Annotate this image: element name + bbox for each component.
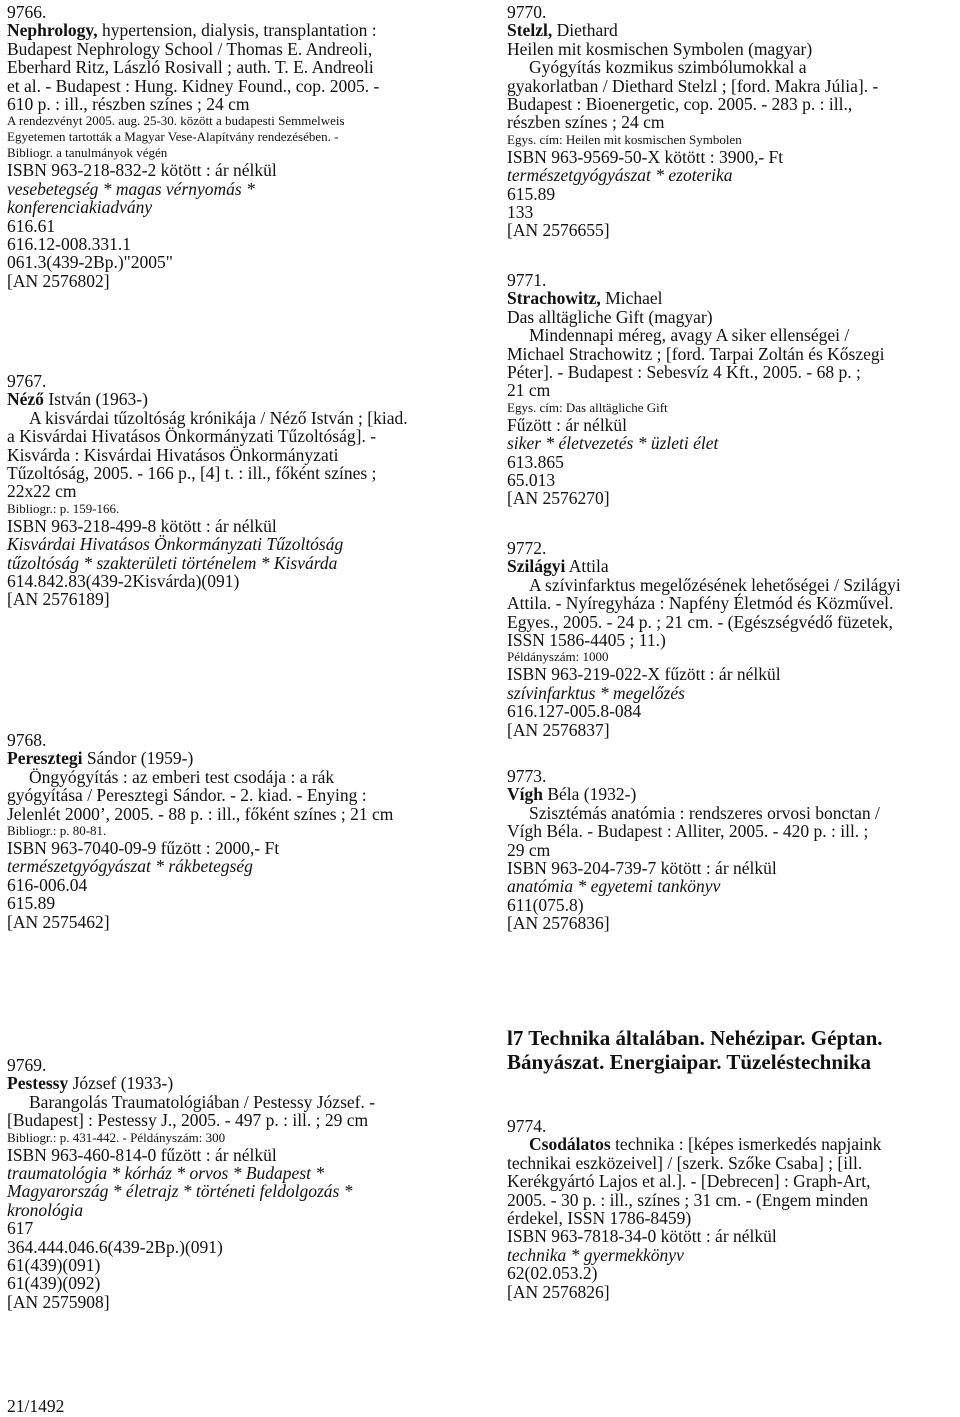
entry-heading: Strachowitz, Michael bbox=[507, 288, 663, 309]
title-line: a Kisvárdai Hivatásos Önkormányzati Tűzoltóság]. - bbox=[7, 426, 377, 447]
class-code: 62(02.053.2) bbox=[507, 1263, 598, 1284]
title-line: technikai eszközeivel] / [szerk. Szőke Csaba] ; [ill. bbox=[507, 1152, 863, 1173]
subject-line: tűzoltóság * szakterületi történelem * Kisvárda bbox=[7, 552, 338, 573]
entry-number: 9766. bbox=[7, 2, 47, 22]
isbn-line: Fűzött : ár nélkül bbox=[507, 414, 628, 435]
title-line: ISSN 1586-4405 ; 11.) bbox=[507, 630, 666, 651]
section-heading-line: Bányászat. Energiaipar. Tüzeléstechnika bbox=[507, 1050, 872, 1074]
subject-line: siker * életvezetés * üzleti élet bbox=[507, 433, 719, 454]
title-line: Kisvárda : Kisvárdai Hivatásos Önkormányzati bbox=[7, 444, 339, 465]
isbn-line: ISBN 963-219-022-X fűzött : ár nélkül bbox=[507, 664, 781, 685]
accession-number: [AN 2575908] bbox=[7, 1291, 110, 1312]
accession-number: [AN 2576655] bbox=[507, 220, 610, 241]
accession-number: [AN 2576836] bbox=[507, 913, 610, 934]
class-code: 61(439)(092) bbox=[7, 1273, 101, 1294]
title-line: Kerékgyártó Lajos et al.]. - [Debrecen] : Graph-Art, bbox=[507, 1171, 871, 1192]
accession-number: [AN 2576270] bbox=[507, 488, 610, 509]
accession-number: [AN 2576826] bbox=[507, 1281, 610, 1302]
section-heading-line: l7 Technika általában. Nehézipar. Géptan. bbox=[507, 1026, 883, 1050]
note-line: Egys. cím: Heilen mit kosmischen Symbolen bbox=[507, 131, 742, 147]
subject-line: szívinfarktus * megelőzés bbox=[507, 682, 685, 703]
subject-line: természetgyógyászat * ezoterika bbox=[507, 165, 733, 186]
entry-9773 bbox=[507, 767, 955, 933]
title-line: 22x22 cm bbox=[7, 481, 77, 502]
class-code: 616.127-005.8-084 bbox=[507, 701, 642, 722]
entry-9771 bbox=[507, 271, 955, 508]
title-line: gyakorlatban / Diethard Stelzl ; [ford. Makra Júlia]. - bbox=[507, 75, 879, 96]
entry-9774 bbox=[507, 1117, 955, 1301]
note-line: Bibliogr.: p. 80-81. bbox=[7, 823, 107, 839]
author-name: Néző bbox=[7, 389, 44, 410]
title-line: et al. - Budapest : Hung. Kidney Found., cop. 2005. - bbox=[7, 75, 380, 96]
class-code: 613.865 bbox=[507, 451, 564, 472]
class-code: 61(439)(091) bbox=[7, 1255, 101, 1276]
note-line: Egyetemen tartották a Magyar Vese-Alapítvány rendezésében. - bbox=[7, 129, 339, 145]
title-line: 610 p. : ill., részben színes ; 24 cm bbox=[7, 94, 250, 115]
title-line: érdekel, ISSN 1786-8459) bbox=[507, 1208, 692, 1229]
title-line: Michael Strachowitz ; [ford. Tarpai Zoltán és Kőszegi bbox=[507, 343, 885, 364]
isbn-line: ISBN 963-7818-34-0 kötött : ár nélkül bbox=[507, 1226, 777, 1247]
note-line: Bibliogr.: p. 159-166. bbox=[7, 500, 120, 516]
author-name: Stelzl, bbox=[507, 20, 553, 41]
author-name: Vígh bbox=[507, 784, 543, 805]
entry-number: 9772. bbox=[507, 538, 547, 558]
isbn-line: ISBN 963-218-832-2 kötött : ár nélkül bbox=[7, 160, 277, 181]
title-line: Jelenlét 2000’, 2005. - 88 p. : ill., főként színes ; 21 cm bbox=[7, 803, 394, 824]
class-code: 615.89 bbox=[507, 183, 556, 204]
subject-line: konferenciakiadvány bbox=[7, 197, 153, 218]
title-line: Tűzoltóság, 2005. - 166 p., [4] t. : ill., főként színes ; bbox=[7, 463, 377, 484]
entry-heading: Vígh Béla (1932-) bbox=[507, 784, 637, 805]
entry-number: 9769. bbox=[7, 1055, 47, 1075]
title-line: Egyes., 2005. - 24 p. ; 21 cm. - (Egészségvédő füzetek, bbox=[507, 611, 893, 632]
subject-line: természetgyógyászat * rákbetegség bbox=[7, 856, 253, 877]
entry-heading: Néző István (1963-) bbox=[7, 389, 148, 410]
author-name: Strachowitz, bbox=[507, 288, 601, 309]
title-line: Szisztémás anatómia : rendszeres orvosi bonctan / bbox=[529, 802, 880, 823]
isbn-line: ISBN 963-218-499-8 kötött : ár nélkül bbox=[7, 515, 277, 536]
title-line: A kisvárdai tűzoltóság krónikája / Néző István ; [kiad. bbox=[29, 407, 408, 428]
title-line: Barangolás Traumatológiában / Pestessy József. - bbox=[29, 1091, 376, 1112]
entry-9769 bbox=[7, 1056, 455, 1311]
subject-line: Kisvárdai Hivatásos Önkormányzati Tűzoltóság bbox=[7, 534, 344, 555]
author-name: Szilágyi bbox=[507, 556, 566, 577]
title-line: 29 cm bbox=[507, 839, 551, 860]
subject-line: Magyarország * életrajz * történeti feldolgozás * bbox=[7, 1181, 353, 1202]
class-code: 617 bbox=[7, 1218, 34, 1239]
title-line: Das alltägliche Gift (magyar) bbox=[507, 306, 713, 327]
entry-heading: Csodálatos technika : [képes ismerkedés napjaink bbox=[529, 1134, 882, 1155]
entry-number: 9773. bbox=[507, 766, 547, 786]
class-code: 616.61 bbox=[7, 215, 56, 236]
author-name: Pestessy bbox=[7, 1073, 69, 1094]
accession-number: [AN 2576189] bbox=[7, 589, 110, 610]
accession-number: [AN 2576837] bbox=[507, 719, 610, 740]
entry-9766 bbox=[7, 3, 455, 290]
title-line: Mindennapi méreg, avagy A siker ellenségei / bbox=[529, 325, 850, 346]
class-code: 616.12-008.331.1 bbox=[7, 234, 131, 255]
title-line: [Budapest] : Pestessy J., 2005. - 497 p. : ill. ; 29 cm bbox=[7, 1110, 369, 1131]
class-code: 061.3(439-2Bp.)"2005" bbox=[7, 252, 173, 273]
author-name: Nephrology, bbox=[7, 20, 98, 41]
subject-line: anatómia * egyetemi tankönyv bbox=[507, 876, 721, 897]
class-code: 133 bbox=[507, 202, 534, 223]
title-line: 2005. - 30 p. : ill., színes ; 31 cm. - (Engem minden bbox=[507, 1189, 869, 1210]
entry-9770 bbox=[507, 3, 955, 240]
class-code: 364.444.046.6(439-2Bp.)(091) bbox=[7, 1236, 223, 1257]
title-line: Öngyógyítás : az emberi test csodája : a rák bbox=[29, 766, 335, 787]
subject-line: technika * gyermekkönyv bbox=[507, 1244, 684, 1265]
note-line: Bibliogr. a tanulmányok végén bbox=[7, 145, 168, 161]
entry-heading: Szilágyi Attila bbox=[507, 556, 609, 577]
entry-number: 9771. bbox=[507, 270, 547, 290]
title-line: Eberhard Ritz, László Rosivall ; auth. T. E. Andreoli bbox=[7, 57, 374, 78]
entry-heading: Peresztegi Sándor (1959-) bbox=[7, 748, 194, 769]
entry-number: 9768. bbox=[7, 730, 47, 750]
isbn-line: ISBN 963-460-814-0 fűzött : ár nélkül bbox=[7, 1144, 277, 1165]
entry-number: 9767. bbox=[7, 371, 47, 391]
class-code: 611(075.8) bbox=[507, 894, 584, 915]
title-line: Budapest Nephrology School / Thomas E. Andreoli, bbox=[7, 38, 373, 59]
entry-heading: Stelzl, Diethard bbox=[507, 20, 618, 41]
isbn-line: ISBN 963-9569-50-X kötött : 3900,- Ft bbox=[507, 146, 784, 167]
title-line: Attila. - Nyíregyháza : Napfény Életmód és Közművel. bbox=[507, 593, 894, 614]
title-line: Budapest : Bioenergetic, cop. 2005. - 283 p. : ill., bbox=[507, 94, 853, 115]
title-line: 21 cm bbox=[507, 380, 551, 401]
title-line: gyógyítása / Peresztegi Sándor. - 2. kiad. - Enying : bbox=[7, 785, 367, 806]
class-code: 615.89 bbox=[7, 893, 56, 914]
subject-line: traumatológia * kórház * orvos * Budapest * bbox=[7, 1163, 325, 1184]
title-line: Heilen mit kosmischen Symbolen (magyar) bbox=[507, 38, 813, 59]
class-code: 65.013 bbox=[507, 470, 556, 491]
entry-heading: Nephrology, hypertension, dialysis, transplantation : bbox=[7, 20, 377, 41]
note-line: A rendezvényt 2005. aug. 25-30. között a budapesti Semmelweis bbox=[7, 113, 345, 129]
section-heading bbox=[507, 1026, 955, 1074]
accession-number: [AN 2575462] bbox=[7, 911, 110, 932]
isbn-line: ISBN 963-204-739-7 kötött : ár nélkül bbox=[507, 858, 777, 879]
entry-number: 9774. bbox=[507, 1116, 547, 1136]
author-name: Peresztegi bbox=[7, 748, 83, 769]
title-keyword: Csodálatos bbox=[529, 1134, 611, 1155]
title-line: Vígh Béla. - Budapest : Alliter, 2005. - 420 p. : ill. ; bbox=[507, 821, 869, 842]
entry-9767 bbox=[7, 372, 455, 609]
isbn-line: ISBN 963-7040-09-9 fűzött : 2000,- Ft bbox=[7, 838, 280, 859]
note-line: Bibliogr.: p. 431-442. - Példányszám: 300 bbox=[7, 1129, 226, 1145]
accession-number: [AN 2576802] bbox=[7, 270, 110, 291]
title-line: Péter]. - Budapest : Sebesvíz 4 Kft., 2005. - 68 p. ; bbox=[507, 362, 861, 383]
subject-line: kronológia bbox=[7, 1199, 84, 1220]
entry-heading: Pestessy József (1933-) bbox=[7, 1073, 174, 1094]
subject-line: vesebetegség * magas vérnyomás * bbox=[7, 178, 255, 199]
entry-9768 bbox=[7, 731, 455, 931]
class-code: 616-006.04 bbox=[7, 874, 88, 895]
entry-number: 9770. bbox=[507, 2, 547, 22]
note-line: Egys. cím: Das alltägliche Gift bbox=[507, 399, 668, 415]
note-line: Példányszám: 1000 bbox=[507, 649, 609, 665]
page-number: 21/1492 bbox=[7, 1396, 65, 1416]
title-line: részben színes ; 24 cm bbox=[507, 112, 665, 133]
title-line: A szívinfarktus megelőzésének lehetőségei / Szilágyi bbox=[529, 574, 901, 595]
title-line: Gyógyítás kozmikus szimbólumokkal a bbox=[529, 57, 807, 78]
entry-9772 bbox=[507, 539, 955, 739]
class-code: 614.842.83(439-2Kisvárda)(091) bbox=[7, 571, 240, 592]
